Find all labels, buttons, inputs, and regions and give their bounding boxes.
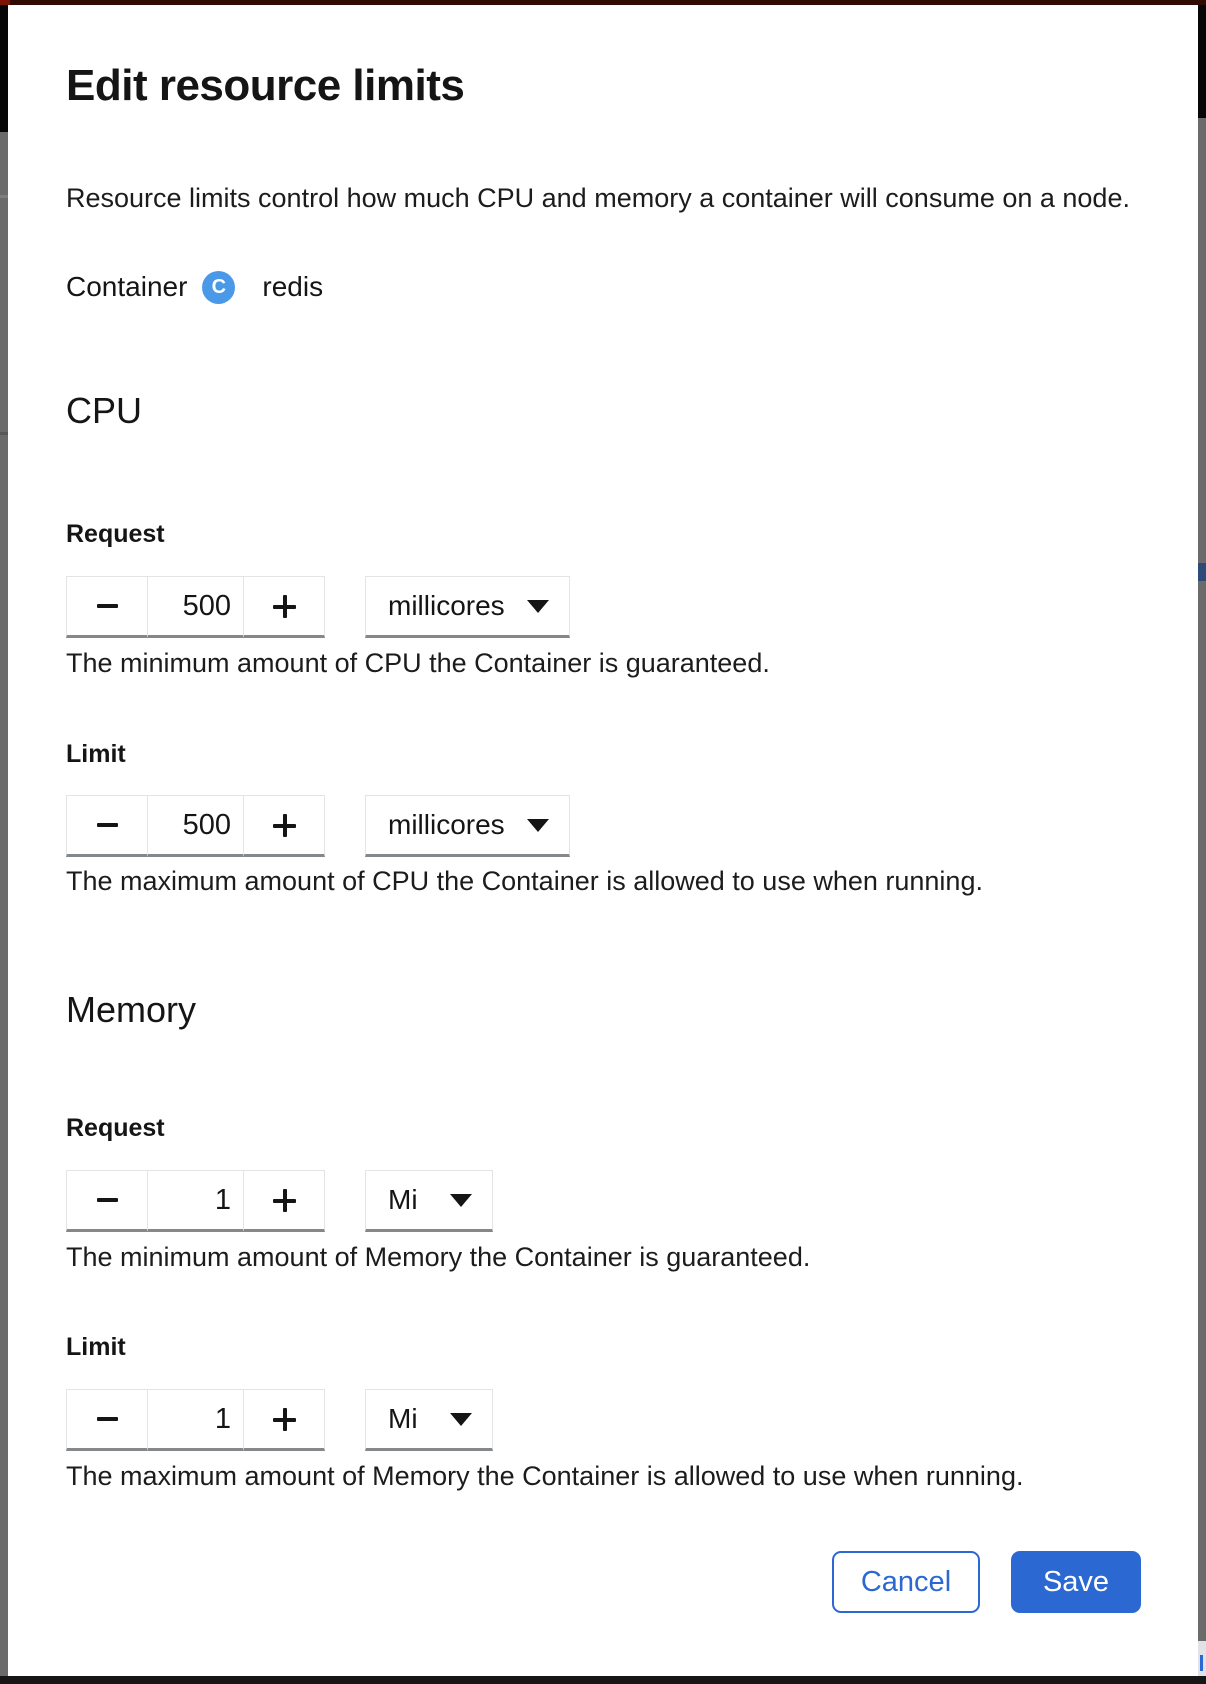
cpu-request-unit-dropdown[interactable]	[365, 576, 570, 638]
caret-down-icon	[450, 1413, 472, 1426]
plus-icon	[273, 1189, 296, 1212]
background-row-divider	[0, 195, 8, 198]
cpu-request-unit-value: millicores	[388, 590, 505, 621]
section-heading-memory: Memory	[66, 989, 197, 1030]
memory-limit-increment-button[interactable]	[243, 1389, 325, 1451]
caret-down-icon	[450, 1194, 472, 1207]
cpu-limit-decrement-button[interactable]	[66, 795, 148, 857]
caret-down-icon	[527, 600, 549, 613]
memory-limit-unit-dropdown[interactable]	[365, 1389, 493, 1451]
memory-limit-label: Limit	[66, 1333, 126, 1361]
cancel-button[interactable]: Cancel	[832, 1551, 980, 1613]
memory-request-label: Request	[66, 1114, 165, 1142]
cpu-limit-unit-dropdown[interactable]	[365, 795, 570, 857]
plus-icon	[273, 595, 296, 618]
minus-icon	[97, 1417, 118, 1421]
overlay-left-edge	[0, 5, 8, 1684]
overlay-right-dark-segment	[1198, 5, 1206, 118]
memory-limit-decrement-button[interactable]	[66, 1389, 148, 1451]
memory-request-decrement-button[interactable]	[66, 1170, 148, 1232]
cpu-request-value-input[interactable]	[147, 576, 244, 638]
cpu-request-label: Request	[66, 520, 165, 548]
cpu-request-help-text: The minimum amount of CPU the Container is guaranteed.	[66, 648, 770, 678]
container-badge-icon: C	[202, 271, 235, 304]
minus-icon	[97, 823, 118, 827]
container-row	[66, 269, 323, 305]
memory-request-help-text: The minimum amount of Memory the Container is guaranteed.	[66, 1242, 811, 1272]
overlay-left-dark-segment	[0, 5, 8, 132]
memory-limit-unit-value: Mi	[388, 1403, 418, 1434]
background-blue-mark	[1200, 1655, 1203, 1671]
memory-request-increment-button[interactable]	[243, 1170, 325, 1232]
minus-icon	[97, 1198, 118, 1202]
cpu-limit-unit-value: millicores	[388, 809, 505, 840]
memory-request-row	[66, 1170, 493, 1232]
cpu-limit-increment-button[interactable]	[243, 795, 325, 857]
cpu-request-stepper	[66, 576, 325, 638]
plus-icon	[273, 1408, 296, 1431]
modal-description: Resource limits control how much CPU and memory a container will consume on a node.	[66, 183, 1130, 213]
memory-request-stepper	[66, 1170, 325, 1232]
modal-title: Edit resource limits	[66, 61, 465, 110]
background-page-fragment	[1198, 1641, 1206, 1681]
memory-request-unit-value: Mi	[388, 1184, 418, 1215]
memory-limit-value-input[interactable]	[147, 1389, 244, 1451]
container-label: Container	[66, 271, 188, 302]
background-link-fragment	[1198, 563, 1206, 581]
cpu-request-decrement-button[interactable]	[66, 576, 148, 638]
background-row-divider	[0, 432, 8, 435]
minus-icon	[97, 604, 118, 608]
cpu-limit-stepper	[66, 795, 325, 857]
memory-limit-row	[66, 1389, 493, 1451]
caret-down-icon	[527, 819, 549, 832]
overlay-bottom-edge	[0, 1676, 1206, 1684]
cpu-request-increment-button[interactable]	[243, 576, 325, 638]
cpu-limit-label: Limit	[66, 740, 126, 768]
plus-icon	[273, 814, 296, 837]
cpu-limit-value-input[interactable]	[147, 795, 244, 857]
container-name: redis	[262, 271, 324, 302]
section-heading-cpu: CPU	[66, 390, 143, 431]
edit-resource-limits-modal	[8, 5, 1198, 1676]
memory-limit-help-text: The maximum amount of Memory the Container is allowed to use when running.	[66, 1461, 1024, 1491]
cpu-limit-row	[66, 795, 570, 857]
memory-limit-stepper	[66, 1389, 325, 1451]
memory-request-unit-dropdown[interactable]	[365, 1170, 493, 1232]
overlay-right-edge	[1198, 5, 1206, 1684]
cpu-limit-help-text: The maximum amount of CPU the Container is allowed to use when running.	[66, 866, 983, 896]
cpu-request-row	[66, 576, 570, 638]
memory-request-value-input[interactable]	[147, 1170, 244, 1232]
save-button[interactable]: Save	[1011, 1551, 1141, 1613]
